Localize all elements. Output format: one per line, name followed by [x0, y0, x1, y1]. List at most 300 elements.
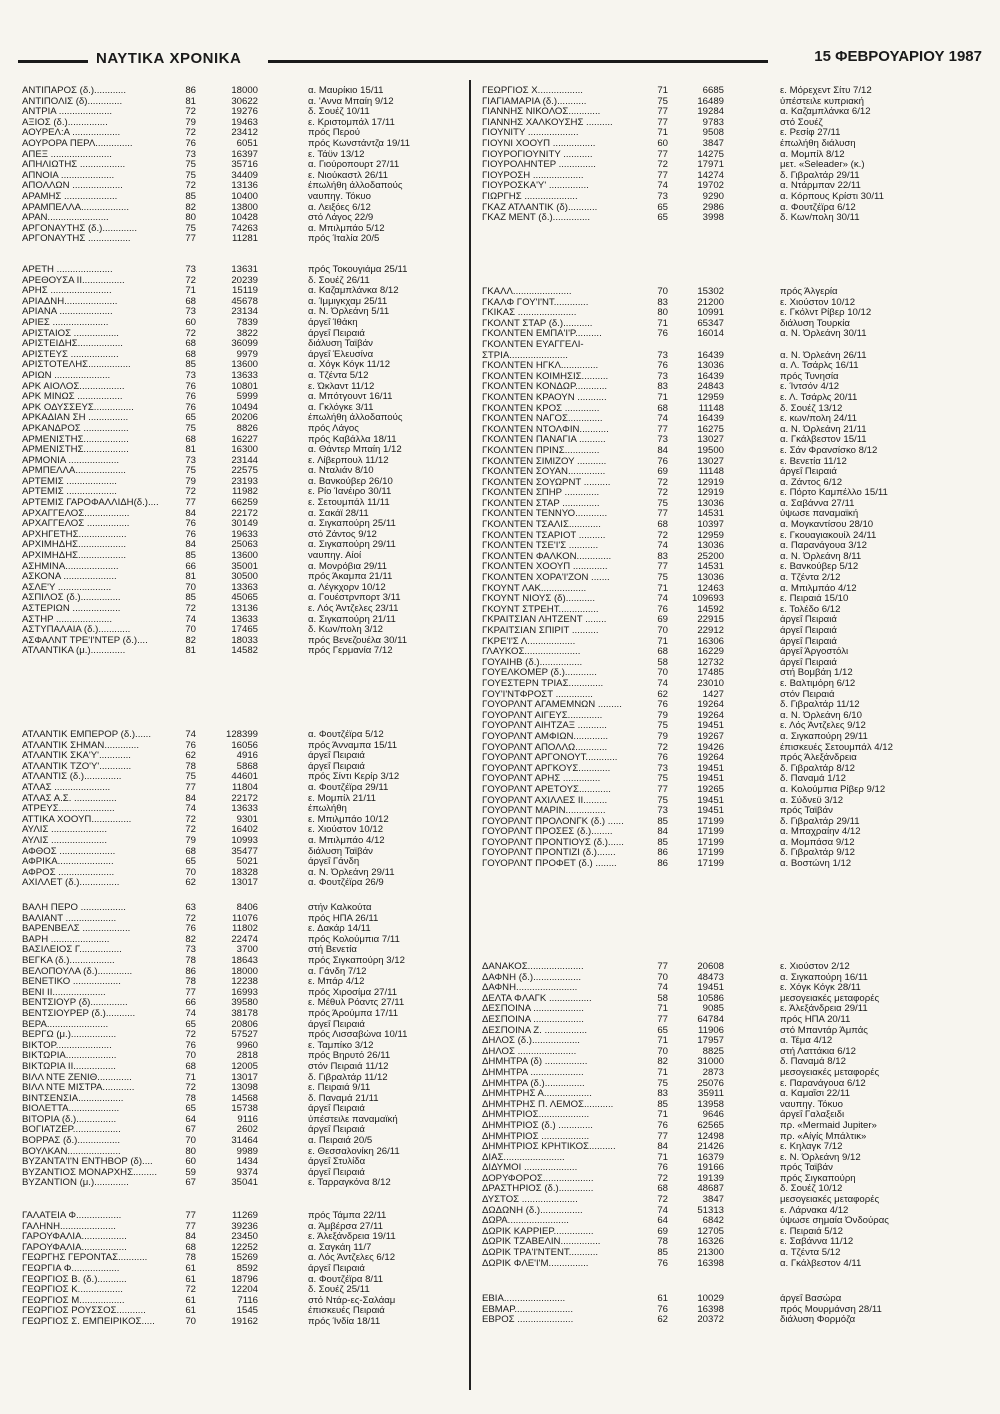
- ship-status: ε. Χιούστον 10/12: [308, 825, 384, 836]
- tonnage: 17199: [697, 859, 724, 870]
- ship-name: ΑΡΑΝ.......................: [22, 213, 109, 224]
- ship-name: ΔΑΦΝΗ.......................: [482, 983, 578, 994]
- ship-entry-row: [482, 509, 982, 520]
- tonnage: 16398: [697, 1304, 724, 1315]
- ship-name: ΓΚΟΛΝΤΕΝ ΝΤΟΛΦΙΝ...........: [482, 424, 609, 435]
- build-year: 68: [185, 349, 196, 360]
- build-year: 61: [185, 1263, 196, 1274]
- build-year: 73: [185, 455, 196, 466]
- ship-status: α. Γκάλβεστον 4/11: [780, 1258, 862, 1269]
- ship-name: ΓΑΡΟΥΦΑΛΙΑ.................: [22, 1242, 127, 1253]
- build-year: 75: [657, 498, 668, 509]
- ship-name: ΑΡΙΣΤΑΙΟΣ .................: [22, 328, 119, 339]
- build-year: 72: [185, 328, 196, 339]
- build-year: 71: [657, 1004, 668, 1015]
- build-year: 70: [185, 1136, 196, 1147]
- ship-status: α. Κολούμπια Ρίβερ 9/12: [780, 784, 886, 795]
- build-year: 77: [657, 117, 668, 128]
- build-year: 82: [185, 202, 196, 213]
- tonnage: 19426: [697, 742, 724, 753]
- tonnage: 14592: [697, 604, 724, 615]
- build-year: 76: [185, 924, 196, 935]
- ship-name: ΔΗΜΗΤΡΗΣ Π. ΛΕΜΟΣ...........: [482, 1099, 614, 1110]
- ship-status: ε. Ίντσόν 4/12: [780, 382, 840, 393]
- tonnage: 74263: [231, 223, 258, 234]
- ship-status: ε. Κριστομπάλ 17/11: [308, 117, 395, 128]
- tonnage: 19500: [697, 445, 724, 456]
- ship-status: στή Βενετία: [308, 945, 357, 956]
- ship-status: μεσογειακές μεταφορές: [780, 1067, 880, 1078]
- ship-status: ε. Θεσσαλονίκη 26/11: [308, 1146, 400, 1157]
- ship-entry-row: [22, 1136, 472, 1147]
- ship-status: α. Μομπάσα 9/12: [780, 837, 855, 848]
- ship-status: ε. Τολέδο 6/12: [780, 604, 841, 615]
- ship-name: ΔΕΣΠΟΙΝΑ ...................: [482, 1004, 584, 1015]
- ship-status: έπωλήθη άλλοδαπούς: [308, 413, 403, 424]
- build-year: 77: [657, 170, 668, 181]
- ship-entry-row: [482, 1100, 982, 1111]
- ship-name: ΓΙΑΝΝΗΣ ΝΙΚΟΛΟΣ............: [482, 107, 601, 118]
- build-year: 84: [657, 1142, 668, 1153]
- ship-entry-row: [482, 308, 982, 319]
- ship-name: ΓΚΡΕ'Ι'Σ Λ..................: [482, 636, 576, 647]
- build-year: 76: [657, 1304, 668, 1315]
- ship-entry-row: [482, 721, 982, 732]
- ship-status: ε. Άλεξάνδρεια 29/11: [780, 1004, 868, 1015]
- ship-name: ΓΚΑΛΦ ΓΟΥ'Ι'ΝΤ.............: [482, 297, 589, 308]
- ship-name: ΒΙΤΟΡΙΑ (δ.)...............: [22, 1114, 117, 1125]
- tonnage: 5868: [236, 761, 258, 772]
- ship-entry-row: [482, 1305, 982, 1316]
- ship-name: ΓΟΥΟΡΛΝΤ ΑΙΗΤΖΑΞ ...........: [482, 721, 607, 732]
- ship-name: ΑΡΙΕΣ .....................: [22, 317, 109, 328]
- ship-status: α. Σιγκαπούρη 29/11: [780, 731, 868, 742]
- ship-status: άργεΐ Άργοστόλι: [780, 647, 849, 658]
- build-year: 63: [185, 903, 196, 913]
- ship-name: ΑΡΓΟΝΑΥΤΗΣ ................: [22, 234, 131, 245]
- tonnage: 13017: [231, 878, 258, 889]
- ship-name: ΑΡΙΑΝΑ ....................: [22, 307, 113, 318]
- tonnage: 14531: [697, 562, 724, 573]
- tonnage: 17971: [697, 160, 724, 171]
- tonnage: 23450: [231, 1232, 258, 1243]
- build-year: 71: [657, 1110, 668, 1121]
- ship-status: δ. Κων/πολη 30/11: [780, 213, 860, 224]
- build-year: 62: [657, 689, 668, 700]
- ship-entry-row: [22, 615, 472, 626]
- tonnage: 1545: [236, 1306, 258, 1317]
- ship-status: δ. Γιβραλτάρ 29/11: [780, 816, 860, 827]
- ship-entry-row: [22, 86, 472, 97]
- tonnage: 64784: [697, 1014, 724, 1025]
- ship-name: ΓΚΟΛΝΤΕΝ ΠΑΝΑΓΙΑ ..........: [482, 435, 606, 446]
- ship-status: διάλυση Ταϊβάν: [308, 339, 373, 350]
- tonnage: 19451: [697, 774, 724, 785]
- ship-entry-row: [22, 1157, 472, 1168]
- ship-name: ΑΥΛΙΣ .....................: [22, 835, 108, 846]
- tonnage: 13633: [231, 804, 258, 815]
- tonnage: 2602: [236, 1125, 258, 1136]
- tonnage: 13017: [231, 1072, 258, 1083]
- tonnage: 11281: [232, 234, 258, 245]
- build-year: 77: [657, 149, 668, 160]
- tonnage: 19264: [697, 753, 724, 764]
- ship-status: ε. Λίβερπουλ 11/12: [308, 455, 389, 466]
- ship-status: δ. Σουέζ 26/11: [308, 275, 370, 286]
- build-year: 70: [657, 626, 668, 636]
- ship-entry-row: [482, 1047, 982, 1058]
- ship-entry-row: [482, 192, 982, 203]
- ship-name: ΔΗΜΗΤΡΗΣ Α..................: [482, 1089, 592, 1100]
- tonnage: 10494: [231, 402, 258, 413]
- build-year: 72: [185, 1083, 196, 1094]
- ship-status: α. Γουέστρνπορτ 3/11: [308, 593, 401, 604]
- ship-entry-row: [22, 1253, 472, 1264]
- ship-entry-row: [22, 1115, 472, 1126]
- ship-name: ΒΑΡΕΝΒΕΛΣ ..................: [22, 924, 131, 935]
- build-year: 81: [185, 646, 196, 657]
- ship-name: ΓΟΥΟΡΛΝΤ ΑΠΟΛΛΩ............: [482, 742, 608, 753]
- build-year: 72: [185, 814, 196, 825]
- build-year: 70: [185, 1051, 196, 1062]
- ship-name: ΓΛΑΥΚΟΣ.....................: [482, 647, 581, 658]
- build-year: 79: [657, 710, 668, 721]
- tonnage: 17199: [697, 827, 724, 838]
- build-year: 69: [657, 1226, 668, 1237]
- ship-name: ΓΚΡΑΙΤΣΙΑΝ ΛΗΤΖΕΝΤ ........: [482, 615, 607, 626]
- ship-name: ΓΚΟΛΝΤΕΝ ΤΣΕ'Ι'Σ ...........: [482, 541, 599, 552]
- tonnage: 23144: [231, 455, 258, 466]
- tonnage: 51313: [697, 1205, 724, 1216]
- tonnage: 38178: [231, 1008, 258, 1019]
- tonnage: 12705: [697, 1226, 724, 1237]
- build-year: 78: [185, 1093, 196, 1104]
- build-year: 70: [185, 582, 196, 593]
- build-year: 86: [185, 86, 196, 96]
- ship-entry-row: [22, 988, 472, 999]
- tonnage: 13136: [231, 181, 258, 192]
- build-year: 86: [657, 859, 668, 870]
- tonnage: 39236: [231, 1221, 258, 1232]
- ship-entry-row: [22, 213, 472, 224]
- ship-name: ΓΙΟΥΡΟΓΙΟΥΝΙΤΥ ...........: [482, 149, 593, 160]
- tonnage: 6685: [702, 86, 724, 96]
- build-year: 77: [185, 1211, 196, 1221]
- ship-entry-row: [22, 286, 472, 297]
- ship-name: ΑΣΠΙΛΟΣ (δ.)...............: [22, 593, 121, 604]
- ship-status: δ. Σουέζ 13/12: [780, 403, 843, 414]
- ship-entry-row: [482, 97, 982, 108]
- ship-entry-row: [482, 171, 982, 182]
- ship-status: ε. Λός Άντζελες 23/11: [308, 604, 399, 614]
- ship-status: α. Καμαΐσι 22/11: [780, 1089, 850, 1100]
- ship-name: ΓΕΩΡΓΙΟΣ Β. (δ.)...........: [22, 1274, 127, 1285]
- ship-name: ΓΚΟΥΝΤ ΝΙΟΥΣ (δ)...........: [482, 594, 596, 605]
- tonnage: 19267: [697, 731, 724, 742]
- ship-name: ΔΕΣΠΟΙΝΑ Ζ. ................: [482, 1025, 588, 1036]
- ship-entry-row: [22, 318, 472, 329]
- build-year: 79: [657, 731, 668, 742]
- build-year: 73: [185, 307, 196, 318]
- ship-entry-row: [482, 1068, 982, 1079]
- ship-entry-row: [482, 848, 982, 859]
- ship-name: ΑΤΛΑΝΤΙΚ ΤΖΟ'Υ'............: [22, 761, 132, 772]
- tonnage: 7116: [237, 1295, 258, 1306]
- ship-status: α. Βανκούβερ 26/10: [308, 476, 393, 487]
- ship-name: ΔΑΝΑΚΟΣ.....................: [482, 962, 584, 972]
- ship-status: άργεΐ Έλευσίνα: [308, 349, 374, 360]
- tonnage: 35716: [231, 160, 258, 171]
- tonnage: 13027: [697, 435, 724, 446]
- ship-status: ε. Χιούστον 2/12: [780, 962, 850, 972]
- tonnage: 18000: [231, 966, 258, 977]
- tonnage: 16397: [231, 149, 258, 160]
- ship-entry-row: [22, 445, 472, 456]
- build-year: 82: [185, 635, 196, 646]
- ship-name: ΔΕΛΤΑ ΦΛΑΓΚ ................: [482, 993, 592, 1004]
- build-year: 76: [657, 700, 668, 711]
- ship-status: στό Μπαντάρ Άμπάς: [780, 1025, 868, 1036]
- tonnage: 19276: [231, 107, 258, 118]
- ship-name: ΔΗΜΗΤΡΑ (δ.)...............: [482, 1078, 585, 1089]
- tonnage: 10397: [697, 520, 724, 531]
- ship-name: ΑΡΧΑΓΓΕΛΟΣ.................: [22, 508, 130, 519]
- build-year: 75: [185, 466, 196, 477]
- ship-name: ΕΒΜΑΡ......................: [482, 1304, 573, 1315]
- ship-name: ΔΩΡΙΚ ΚΑΡΡΙΕΡ...............: [482, 1226, 594, 1237]
- ship-name: ΓΚΟΛΝΤΕΝ ΧΟΡΑ'Ι'ΖΟΝ .......: [482, 573, 610, 584]
- ship-status: πρός Κολούμπια 7/11: [308, 934, 400, 945]
- ship-entry-row: [22, 107, 472, 118]
- ship-entry-row: [22, 857, 472, 868]
- tonnage: 16402: [231, 825, 258, 836]
- tonnage: 128399: [225, 730, 258, 740]
- build-year: 74: [185, 730, 196, 740]
- ship-list-block: [22, 903, 472, 1189]
- build-year: 71: [185, 1072, 196, 1083]
- tonnage: 22915: [697, 615, 724, 626]
- tonnage: 16229: [697, 647, 724, 658]
- ship-name: ΑΡΙΑΔΝΗ....................: [22, 296, 118, 307]
- ship-status: πρός Βενεζουέλα 30/11: [308, 635, 408, 646]
- ship-entry-row: [482, 806, 982, 817]
- tonnage: 9646: [702, 1110, 724, 1121]
- ship-status: α. Μαυρίκιο 15/11: [308, 86, 384, 96]
- ship-entry-row: [22, 836, 472, 847]
- ship-name: ΔΩΡΑ.......................: [482, 1216, 569, 1227]
- ship-name: ΑΡΜΕΝΙΣΤΗΣ.................: [22, 445, 129, 456]
- ship-name: ΓΚΟΛΝΤΕΝ ΣΟΥΩΡΝΤ ..........: [482, 477, 611, 488]
- ship-entry-row: [482, 552, 982, 563]
- ship-entry-row: [22, 730, 472, 741]
- ship-status: πρός ΗΠΑ 26/11: [308, 913, 379, 924]
- ship-status: α. Σιγκαπούρη 21/11: [308, 614, 396, 625]
- ship-name: ΒΙΚΤΟΡ.....................: [22, 1040, 112, 1051]
- tonnage: 9290: [702, 191, 724, 202]
- build-year: 72: [185, 1030, 196, 1041]
- build-year: 77: [657, 509, 668, 520]
- ship-status: δ. Παναμά 8/12: [780, 1057, 846, 1068]
- build-year: 71: [657, 1152, 668, 1163]
- build-year: 61: [185, 1295, 196, 1306]
- build-year: 83: [657, 382, 668, 393]
- build-year: 71: [657, 1036, 668, 1047]
- tonnage: 16227: [231, 434, 258, 445]
- ship-status: α. Πειραιά 20/5: [308, 1136, 373, 1147]
- ship-status: άργεΐ Στυλίδα: [308, 1157, 366, 1168]
- ship-name: ΒΕΡΓΩ (μ.).................: [22, 1030, 117, 1041]
- ship-entry-row: [482, 605, 982, 616]
- ship-entry-row: [482, 435, 982, 446]
- ship-status: α. Λέγκχορν 10/12: [308, 582, 386, 593]
- build-year: 65: [185, 413, 196, 424]
- tonnage: 9301: [236, 814, 258, 825]
- ship-name: ΑΡΗΣ .......................: [22, 286, 112, 297]
- ship-entry-row: [22, 350, 472, 361]
- build-year: 72: [657, 742, 668, 753]
- ship-status: α. Φουτζέϊρα 6/12: [780, 202, 856, 213]
- build-year: 68: [657, 647, 668, 658]
- ship-name: ΒΟΡΡΑΣ (δ.)................: [22, 1136, 120, 1147]
- ship-name: ΑΡΑΜΠΕΛΛΑ..................: [22, 202, 129, 213]
- ship-status: πρός Άνναμπα 15/11: [308, 740, 398, 751]
- build-year: 72: [657, 477, 668, 488]
- ship-entry-row: [22, 815, 472, 826]
- tonnage: 17485: [697, 668, 724, 679]
- ship-status: α. Μπαχραίην 4/12: [780, 827, 861, 838]
- tonnage: 12238: [231, 977, 258, 988]
- build-year: 75: [185, 170, 196, 181]
- ship-status: δ. Παναμά 1/12: [780, 774, 846, 785]
- ship-status: άργεΐ Πειραιά: [780, 626, 837, 636]
- ship-name: ΔΟΡΥΦΟΡΟΣ...................: [482, 1173, 594, 1184]
- tonnage: 45678: [231, 296, 258, 307]
- build-year: 72: [657, 488, 668, 499]
- tonnage: 9116: [237, 1114, 258, 1125]
- build-year: 68: [185, 296, 196, 307]
- ship-name: ΓΚΟΥΝΤ ΣΤΡΕΗΤ...............: [482, 604, 599, 615]
- ship-status: μεσογειακές μεταφορές: [780, 1195, 880, 1206]
- ship-entry-row: [482, 817, 982, 828]
- tonnage: 48473: [697, 972, 724, 983]
- build-year: 67: [185, 1125, 196, 1136]
- tonnage: 10029: [697, 1294, 724, 1304]
- ship-status: πρός Τοκουγιάμα 25/11: [308, 265, 408, 275]
- build-year: 60: [657, 138, 668, 149]
- tonnage: 16489: [697, 96, 724, 107]
- ship-status: στό Σουέζ: [780, 117, 823, 128]
- tonnage: 18643: [231, 955, 258, 966]
- tonnage: 10801: [231, 381, 258, 392]
- build-year: 60: [185, 317, 196, 328]
- ship-entry-row: [482, 446, 982, 457]
- tonnage: 13633: [231, 370, 258, 381]
- ship-name: ΑΡΚ ΟΔΥΣΣΕΥΣ...............: [22, 402, 134, 413]
- tonnage: 39580: [231, 998, 258, 1009]
- ship-name: ΑΡΕΤΗ .....................: [22, 265, 113, 275]
- ship-status: ε. Ρίο Ίανέιρο 30/11: [308, 487, 392, 498]
- ship-entry-row: [22, 977, 472, 988]
- tonnage: 16993: [231, 987, 258, 998]
- tonnage: 5021: [236, 857, 258, 868]
- ship-entry-row: [22, 1009, 472, 1020]
- ship-status: έπωλήθη διάλυση: [780, 138, 856, 149]
- build-year: 59: [185, 1167, 196, 1178]
- ship-entry-row: [482, 372, 982, 383]
- ship-name: ΓΟΥΟΡΛΝΤ ΑΜΦΙΩΝ.............: [482, 731, 609, 742]
- ship-entry-row: [22, 868, 472, 879]
- build-year: 58: [657, 657, 668, 668]
- ship-status: πρός Άκαμπα 21/11: [308, 572, 393, 583]
- ship-entry-row: [482, 181, 982, 192]
- ship-name: ΓΚΟΛΝΤΕΝ ΤΕΝΝΥΟ............: [482, 509, 608, 520]
- ship-name: ΓΟΥΟΡΛΝΤ ΠΡΟΣΕΣ (δ.)........: [482, 827, 613, 838]
- tonnage: 16398: [697, 1258, 724, 1269]
- tonnage: 19463: [231, 117, 258, 128]
- build-year: 80: [185, 1146, 196, 1157]
- ship-entry-row: [482, 859, 982, 870]
- ship-status: ε. Κηλαγκ 7/12: [780, 1142, 843, 1153]
- ship-status: α. Μπότγουντ 16/11: [308, 392, 393, 403]
- ship-entry-row: [22, 530, 472, 541]
- ship-name: ΔΗΜΗΤΡΙΟΣ...................: [482, 1110, 590, 1121]
- ship-status: άργεΐ Πειραιά: [780, 636, 837, 647]
- ship-name: ΑΞΙΟΣ (δ.)...............: [22, 117, 108, 128]
- ship-name: ΓΚΟΛΝΤΕΝ ΕΜΠΑ'Ι'Ρ..........: [482, 329, 602, 340]
- build-year: 68: [185, 434, 196, 445]
- build-year: 85: [185, 551, 196, 562]
- ship-name: ΒΙΝΤΣΕΝΣΙΑ.................: [22, 1093, 124, 1104]
- ship-name: ΓΑΛΑΤΕΙΑ Φ.................: [22, 1211, 122, 1221]
- build-year: 83: [657, 1089, 668, 1100]
- ship-entry-row: [482, 531, 982, 542]
- ship-name: ΑΡΧΗΓΕΤΗΣ..................: [22, 529, 127, 540]
- ship-status: άργεΐ Πειραιά: [308, 1263, 365, 1274]
- ship-name: ΑΣΤΥΠΑΛΑΙΑ (δ.)............: [22, 625, 131, 636]
- ship-name: ΓΚΟΛΝΤΕΝ ΗΓΚΛ..............: [482, 361, 599, 372]
- tonnage: 34409: [231, 170, 258, 181]
- ship-status: ύψωσε παναμαϊκή: [780, 509, 859, 520]
- build-year: 85: [657, 837, 668, 848]
- ship-entry-row: [482, 827, 982, 838]
- ship-name: ΕΒΙΑ.......................: [482, 1294, 566, 1304]
- build-year: 65: [185, 1019, 196, 1030]
- build-year: 68: [185, 1242, 196, 1253]
- ship-status: α. Ν. Όρλεάνη 8/11: [780, 551, 862, 562]
- ship-name: ΓΚΟΛΝΤΕΝ ΤΣΑΛΙΣ............: [482, 520, 601, 531]
- ship-status: ε. Μπιλμπάο 10/12: [308, 814, 389, 825]
- ship-status: ε. Νιούκαστλ 26/11: [308, 170, 388, 181]
- ship-name: ΒΑΣΙΛΕΙΟΣ Γ................: [22, 945, 122, 956]
- ship-status: δ. Γιβραλτάρ 29/11: [780, 170, 860, 181]
- tonnage: 10428: [231, 213, 258, 224]
- tonnage: 20206: [231, 413, 258, 424]
- ship-name: ΓΙΟΥΡΟΣΗ ...................: [482, 170, 584, 181]
- build-year: 72: [657, 1195, 668, 1206]
- ship-status: στό Λάγος 22/9: [308, 213, 374, 224]
- tonnage: 19451: [697, 721, 724, 732]
- ship-entry-row: [482, 1015, 982, 1026]
- ship-status: πρός Λάγος: [308, 423, 359, 434]
- tonnage: 11982: [232, 487, 258, 498]
- tonnage: 25063: [231, 540, 258, 551]
- ship-status: ναυπηγ. Αίοί: [308, 551, 362, 562]
- ship-status: α. Τζέντα 2/12: [780, 573, 841, 584]
- ship-name: ΓΚΟΛΝΤΕΝ ΚΟΙΜΗΣΙΣ..........: [482, 371, 609, 382]
- ship-name: ΑΡΜΟΝΙΑ ...................: [22, 455, 120, 466]
- ship-name: ΑΦΡΟΣ .....................: [22, 867, 115, 878]
- ship-entry-row: [482, 1259, 982, 1270]
